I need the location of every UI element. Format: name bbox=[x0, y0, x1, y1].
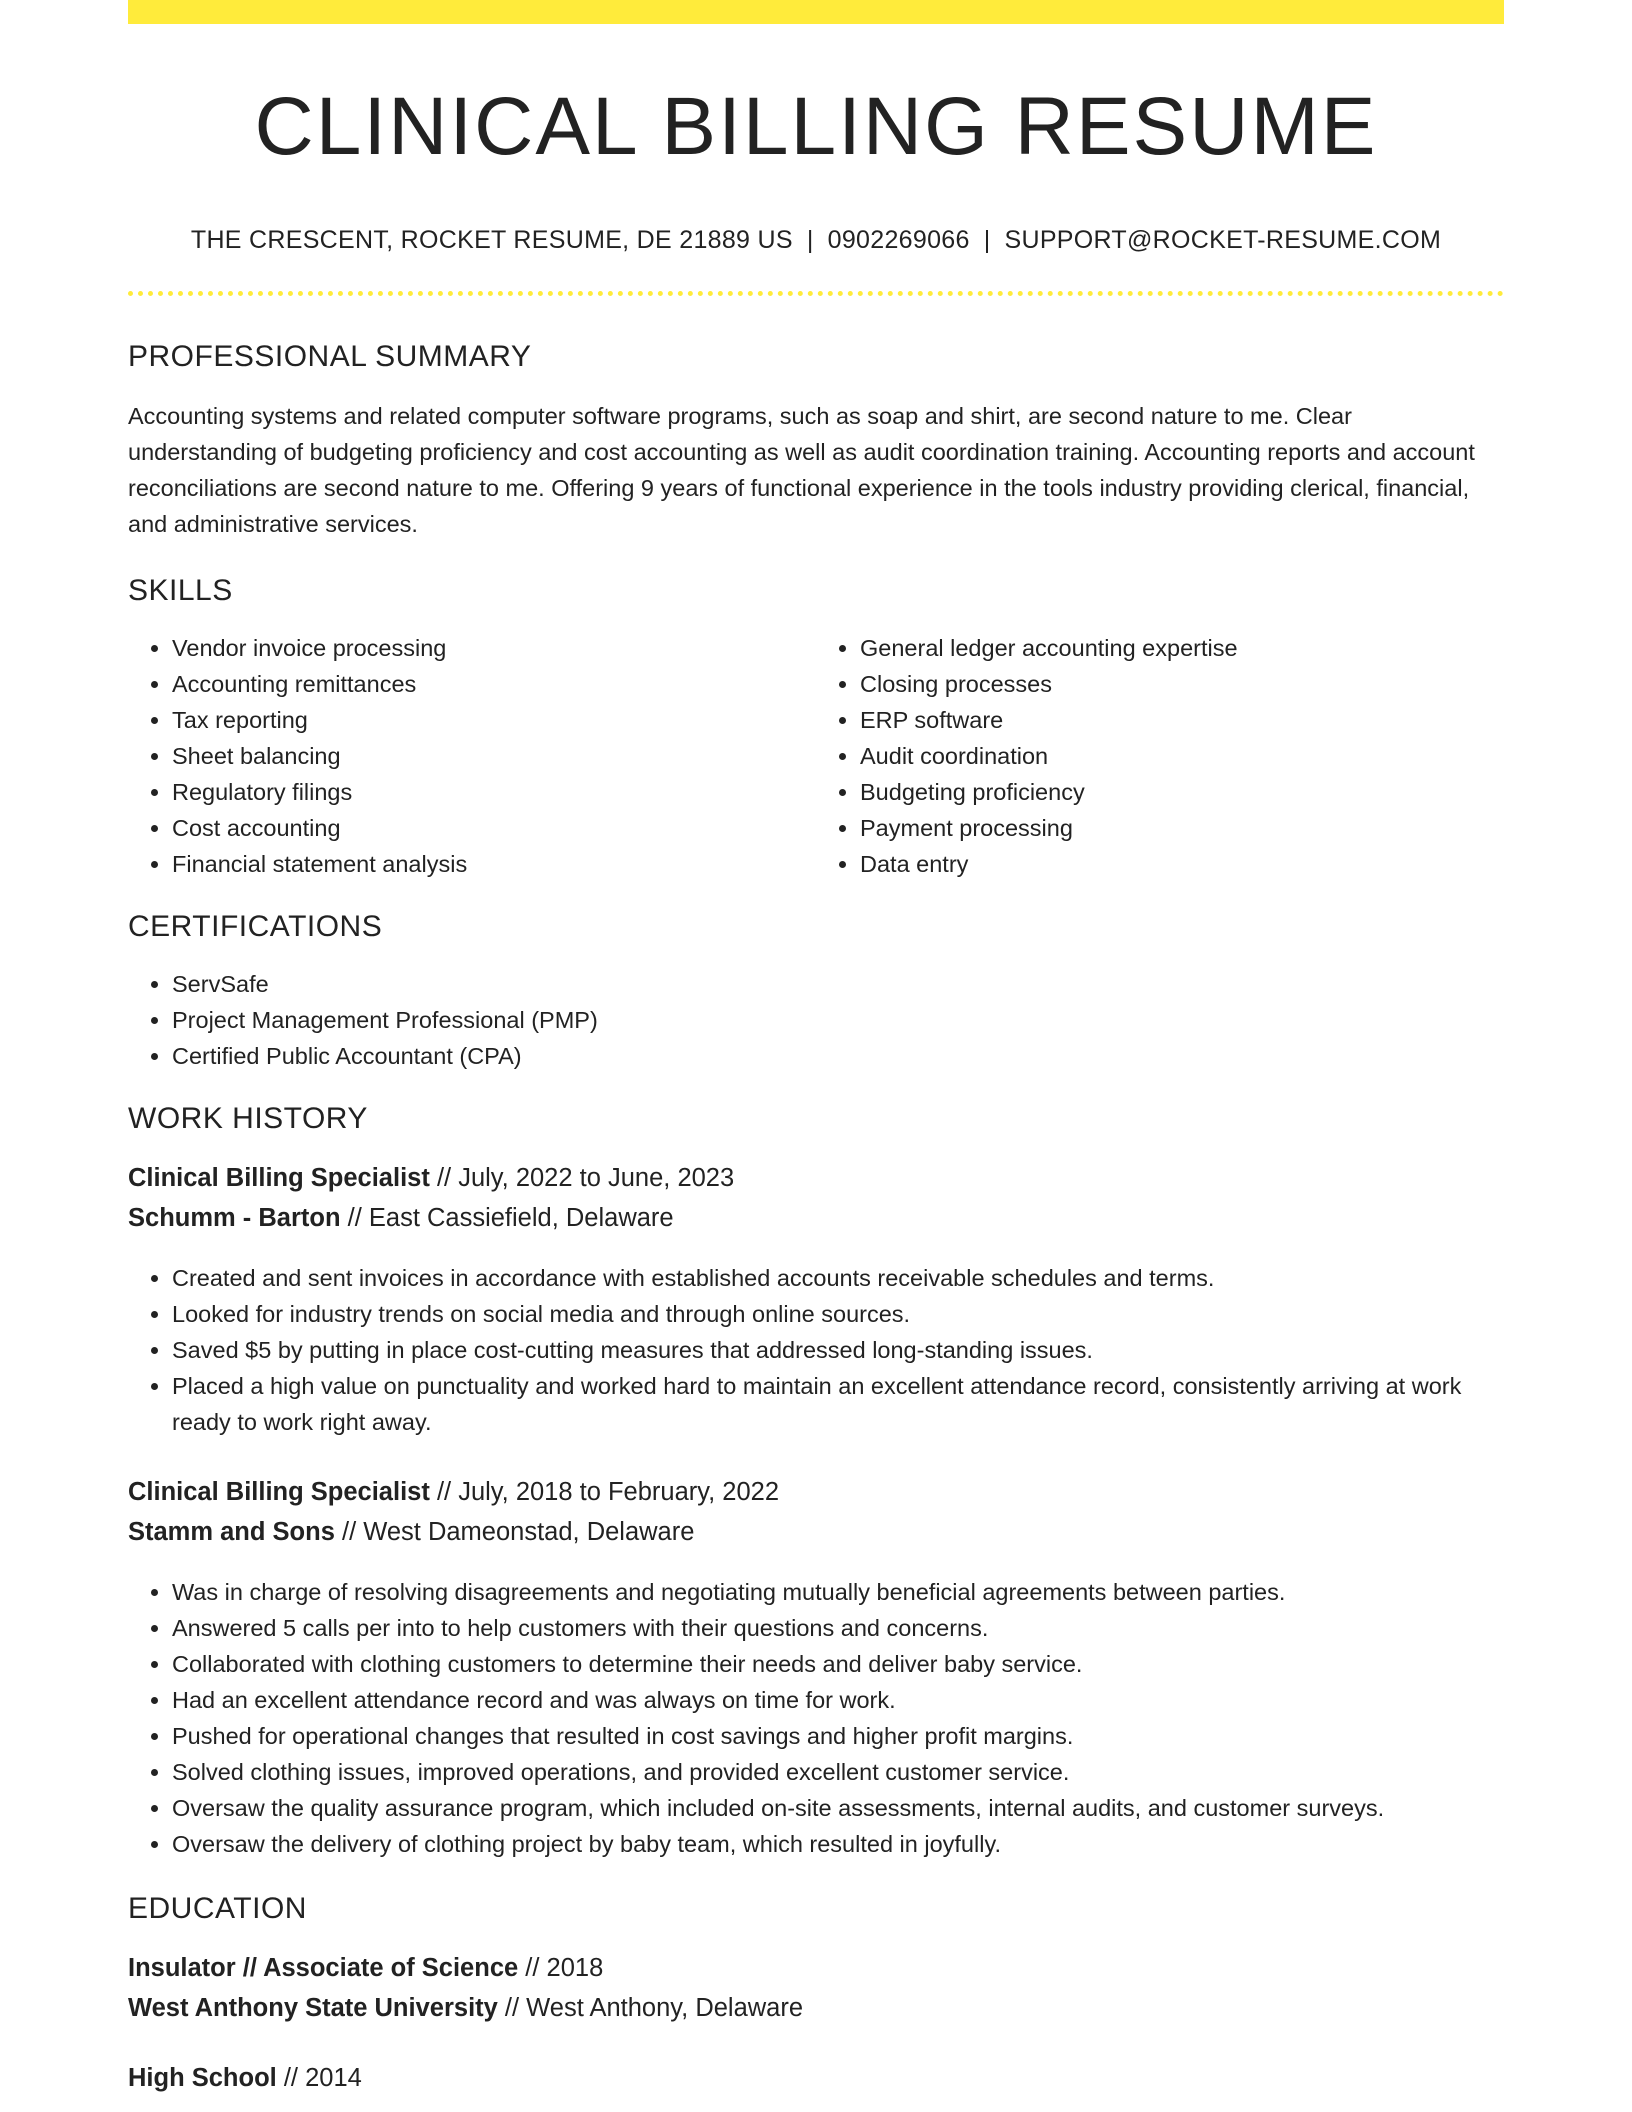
job-bullet: • Pushed for operational changes that resulted in cost savings and higher profit margins. bbox=[172, 1718, 1504, 1754]
job-title: Clinical Billing Specialist bbox=[128, 1478, 430, 1507]
contact-address: THE CRESCENT, ROCKET RESUME, DE 21889 US bbox=[190, 226, 793, 255]
job-company: Schumm - Barton bbox=[128, 1204, 341, 1233]
contact-separator: | bbox=[983, 226, 991, 255]
education-heading: EDUCATION bbox=[128, 1892, 307, 1926]
job-dates: // July, 2022 to June, 2023 bbox=[436, 1164, 735, 1193]
job-location: // West Dameonstad, Delaware bbox=[341, 1518, 695, 1547]
certifications-heading: CERTIFICATIONS bbox=[128, 910, 383, 944]
contact-line bbox=[128, 226, 1504, 255]
job-bullets bbox=[128, 1574, 1504, 1862]
skill-item: • Closing processes bbox=[860, 666, 1504, 702]
certification-item: • ServSafe bbox=[172, 966, 1504, 1002]
education-school-line bbox=[128, 1988, 1504, 2028]
education-school: West Anthony State University bbox=[128, 1994, 498, 2023]
job-bullet: • Oversaw the delivery of clothing project by baby team, which resulted in joyfully. bbox=[172, 1826, 1504, 1862]
skill-item: • Tax reporting bbox=[172, 702, 816, 738]
education-degree-line bbox=[128, 2058, 1504, 2098]
skill-item: • Data entry bbox=[860, 846, 1504, 882]
job-bullet: • Was in charge of resolving disagreements and negotiating mutually beneficial agreements between parties. bbox=[172, 1574, 1504, 1610]
contact-email: SUPPORT@ROCKET-RESUME.COM bbox=[1004, 226, 1442, 255]
summary-text: Accounting systems and related computer software programs, such as soap and shirt, are second nature to me. Clear understanding of budgeting proficiency and cost accounting as well as audit coordination training. Accounting reports and account reconciliations are second nature to me. Offering 9 years of functional experience in the tools industry providing clerical, financial, and administrative services. bbox=[128, 403, 1475, 538]
certification-item: • Certified Public Accountant (CPA) bbox=[172, 1038, 1504, 1074]
education-degree-line bbox=[128, 1948, 1504, 1988]
summary-heading: PROFESSIONAL SUMMARY bbox=[128, 340, 532, 374]
education-degree: High School bbox=[128, 2064, 277, 2093]
job-bullet: • Created and sent invoices in accordance with established accounts receivable schedules and terms. bbox=[172, 1260, 1504, 1296]
job-title-line bbox=[128, 1472, 1504, 1512]
skill-item: • Cost accounting bbox=[172, 810, 816, 846]
job-bullet: • Looked for industry trends on social media and through online sources. bbox=[172, 1296, 1504, 1332]
education-degree: Insulator // Associate of Science bbox=[128, 1954, 519, 1983]
contact-phone: 0902269066 bbox=[827, 226, 970, 255]
skill-item: • Audit coordination bbox=[860, 738, 1504, 774]
dotted-divider bbox=[128, 291, 1504, 296]
job-title: Clinical Billing Specialist bbox=[128, 1164, 430, 1193]
job-title-line bbox=[128, 1158, 1504, 1198]
job-bullet: • Saved $5 by putting in place cost-cutting measures that addressed long-standing issues. bbox=[172, 1332, 1504, 1368]
resume-page bbox=[128, 0, 1504, 2098]
job-bullet: • Had an excellent attendance record and was always on time for work. bbox=[172, 1682, 1504, 1718]
skill-item: • Vendor invoice processing bbox=[172, 630, 816, 666]
education-year: // 2014 bbox=[283, 2064, 362, 2093]
job-company: Stamm and Sons bbox=[128, 1518, 335, 1547]
education-year: // 2018 bbox=[525, 1954, 604, 1983]
resume-title: CLINICAL BILLING RESUME bbox=[254, 81, 1378, 172]
skill-item: • Financial statement analysis bbox=[172, 846, 816, 882]
certifications-list bbox=[128, 966, 1504, 1074]
job-bullet: • Solved clothing issues, improved operations, and provided excellent customer service. bbox=[172, 1754, 1504, 1790]
skills-list-right bbox=[816, 630, 1504, 882]
job-bullet: • Placed a high value on punctuality and worked hard to maintain an excellent attendance record, consistently arriving at work ready to work right away. bbox=[172, 1368, 1504, 1440]
skill-item: • Payment processing bbox=[860, 810, 1504, 846]
skill-item: • Sheet balancing bbox=[172, 738, 816, 774]
skill-item: • General ledger accounting expertise bbox=[860, 630, 1504, 666]
job-company-line bbox=[128, 1198, 1504, 1238]
skills-heading: SKILLS bbox=[128, 574, 233, 608]
job-dates: // July, 2018 to February, 2022 bbox=[436, 1478, 780, 1507]
skills-list-left bbox=[128, 630, 816, 882]
job-bullet: • Collaborated with clothing customers to determine their needs and deliver baby service. bbox=[172, 1646, 1504, 1682]
job-company-line bbox=[128, 1512, 1504, 1552]
job-location: // East Cassiefield, Delaware bbox=[347, 1204, 674, 1233]
skill-item: • ERP software bbox=[860, 702, 1504, 738]
contact-separator: | bbox=[806, 226, 814, 255]
skill-item: • Budgeting proficiency bbox=[860, 774, 1504, 810]
skills-grid bbox=[128, 630, 1504, 882]
job-bullet: • Answered 5 calls per into to help customers with their questions and concerns. bbox=[172, 1610, 1504, 1646]
skill-item: • Accounting remittances bbox=[172, 666, 816, 702]
certification-item: • Project Management Professional (PMP) bbox=[172, 1002, 1504, 1038]
skill-item: • Regulatory filings bbox=[172, 774, 816, 810]
education-location: // West Anthony, Delaware bbox=[504, 1994, 804, 2023]
job-bullets bbox=[128, 1260, 1504, 1440]
work-history-heading: WORK HISTORY bbox=[128, 1102, 368, 1136]
job-bullet: • Oversaw the quality assurance program, which included on-site assessments, internal audits, and customer surveys. bbox=[172, 1790, 1504, 1826]
top-accent-bar bbox=[128, 0, 1504, 24]
